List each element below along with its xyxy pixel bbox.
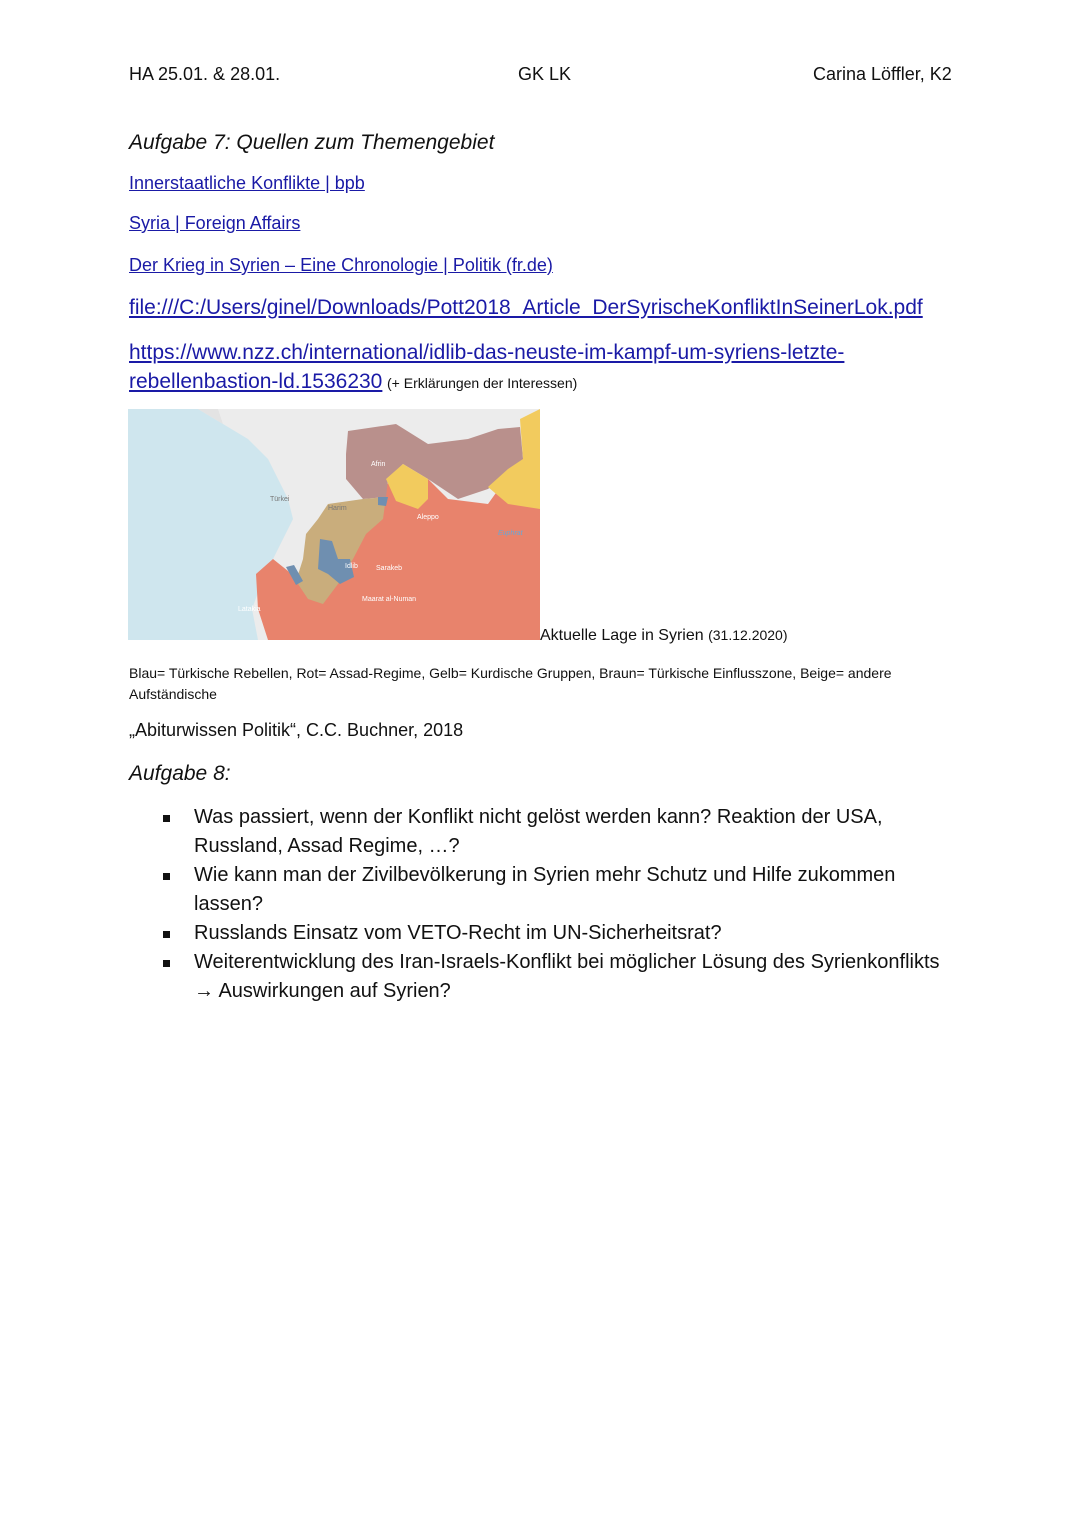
legend-line2: Aufständische (129, 686, 217, 702)
label-euphrat: Euphrat (498, 530, 523, 537)
task8-title: Aufgabe 8: (129, 762, 231, 785)
link-fr-chronologie[interactable]: Der Krieg in Syrien – Eine Chronologie | Politik (fr.de) (129, 255, 553, 275)
list-item-text: Weiterentwicklung des Iran-Israels-Konflikt bei möglicher Lösung des Syrienkonflikts → Auswirkungen auf Syrien? (194, 951, 940, 1002)
list-item (160, 803, 960, 861)
map-caption (540, 627, 788, 645)
header-center: GK LK (518, 64, 572, 84)
legend-line1: Blau= Türkische Rebellen, Rot= Assad-Regime, Gelb= Kurdische Gruppen, Braun= Türkische Einflusszone, Beige= andere (129, 665, 892, 681)
bullet-icon (163, 960, 170, 967)
list-item-text: Russlands Einsatz vom VETO-Recht im UN-Sicherheitsrat? (194, 922, 722, 944)
bullet-icon (163, 931, 170, 938)
link-foreign-affairs[interactable]: Syria | Foreign Affairs (129, 213, 301, 233)
bullet-icon (163, 873, 170, 880)
task8-question-list (160, 803, 960, 1006)
link-nzz-line2[interactable]: rebellenbastion-ld.1536230 (129, 370, 383, 393)
list-item (160, 948, 960, 1006)
label-sarakeb: Sarakeb (376, 565, 403, 572)
map-caption-text: Aktuelle Lage in Syrien (540, 627, 704, 644)
list-item-text: Wie kann man der Zivilbevölkerung in Syrien mehr Schutz und Hilfe zukommen lassen? (194, 864, 896, 915)
label-maarat: Maarat al-Numan (362, 596, 417, 603)
label-idlib: Idlib (345, 563, 358, 570)
map-date: (31.12.2020) (708, 627, 788, 643)
label-aleppo: Aleppo (417, 514, 439, 521)
label-harim: Harim (328, 505, 347, 512)
list-item (160, 919, 960, 948)
list-item-text: Was passiert, wenn der Konflikt nicht gelöst werden kann? Reaktion der USA, Russland, Assad Regime, …? (194, 806, 883, 857)
link-bpb[interactable]: Innerstaatliche Konflikte | bpb (129, 173, 365, 193)
syria-map (128, 409, 540, 640)
nzz-note: (+ Erklärungen der Interessen) (387, 375, 578, 391)
label-latakia: Latakia (238, 606, 261, 613)
link-nzz-line1[interactable]: https://www.nzz.ch/international/idlib-das-neuste-im-kampf-um-syriens-letzte- (129, 341, 845, 364)
header-left: HA 25.01. & 28.01. (129, 64, 281, 84)
link-pott2018-pdf[interactable]: file:///C:/Users/ginel/Downloads/Pott2018_Article_DerSyrischeKonfliktInSeinerLok.pdf (129, 296, 923, 319)
bullet-icon (163, 815, 170, 822)
header-right: Carina Löffler, K2 (813, 64, 952, 84)
book-source: „Abiturwissen Politik“, C.C. Buchner, 2018 (129, 720, 464, 740)
list-item (160, 861, 960, 919)
label-afrin: Afrin (371, 461, 386, 468)
label-turkei: Türkei (270, 496, 290, 503)
task7-title: Aufgabe 7: Quellen zum Themengebiet (129, 131, 495, 154)
